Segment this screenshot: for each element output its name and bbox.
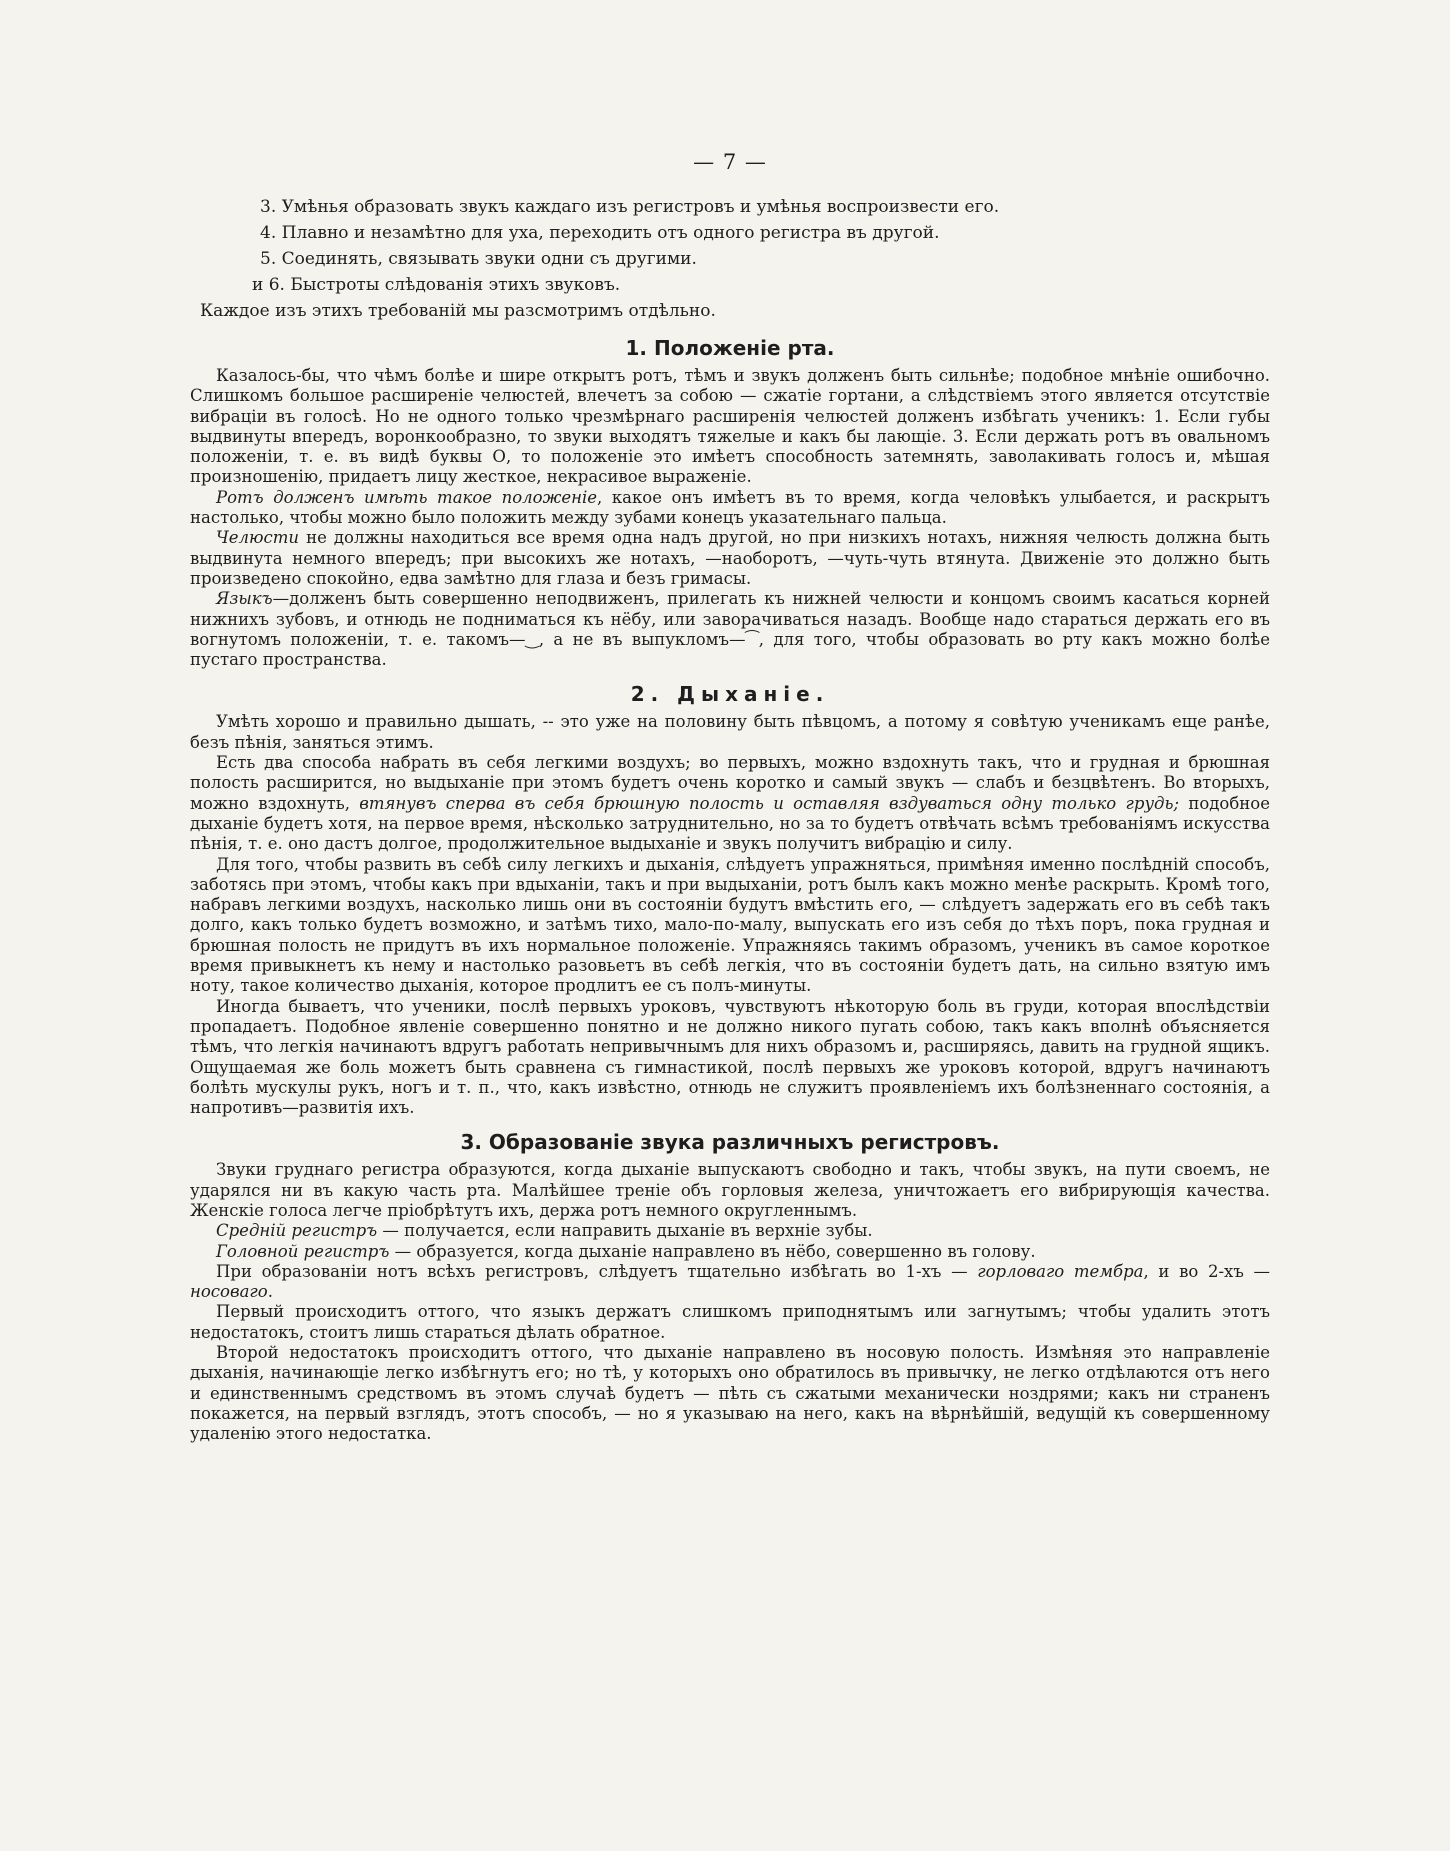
paragraph: Головной регистръ — образуется, когда дыханіе направлено въ нёбо, совершенно въ голову. <box>216 1241 1036 1261</box>
section-title: 3. Образованіе звука различныхъ регистровъ. <box>460 1130 1000 1155</box>
emphasis: втянувъ сперва въ себя брюшную полость и оставляя вздуваться одну только грудь; <box>359 793 1180 813</box>
list-item: 5. Соединять, связывать звуки одни съ другими. <box>260 249 697 269</box>
section-registers <box>190 1130 1270 1444</box>
emphasis: Языкъ <box>216 589 273 609</box>
list-item: и 6. Быстроты слѣдованія этихъ звуковъ. <box>252 275 621 295</box>
list-item: 3. Умѣнья образовать звукъ каждаго изъ регистровъ и умѣнья воспроизвести его. <box>260 197 1000 217</box>
emphasis: Головной регистръ <box>216 1241 390 1261</box>
emphasis: Челюсти <box>216 528 300 548</box>
section-title: 1. Положеніе рта. <box>625 336 835 360</box>
emphasis: горловаго тембра <box>977 1261 1144 1281</box>
paragraph: Первый происходитъ оттого, что языкъ держатъ слишкомъ приподнятымъ или загнутымъ; чтобы удалить этотъ недостатокъ, стоитъ лишь стараться дѣлать обратное. <box>190 1302 1270 1342</box>
intro-text: Каждое изъ этихъ требованій мы разсмотримъ отдѣльно. <box>200 301 716 321</box>
emphasis: носоваго <box>190 1282 268 1302</box>
paragraph: Есть два способа набрать въ себя легкими воздухъ; во первыхъ, можно вздохнуть такъ, что и грудная и брюшная полость расширится, но выдыханіе при этомъ будетъ очень коротко и самый звукъ — слабъ и безцвѣтенъ. Во вторыхъ, можно вздохнуть, втянувъ сперва въ себя брюшную полость и оставляя вздуваться одну только грудь; подобное дыханіе будетъ хотя, на первое время, нѣсколько затруднительно, но за то будетъ отвѣчать всѣмъ требованіямъ искусства пѣнія, т. е. оно дастъ долгое, продолжительное выдыханіе и звукъ получитъ вибрацію и силу. <box>190 753 1270 854</box>
emphasis: Средній регистръ <box>216 1221 378 1241</box>
paragraph: Средній регистръ — получается, если направить дыханіе въ верхніе зубы. <box>216 1221 873 1241</box>
paragraph: Иногда бываетъ, что ученики, послѣ первыхъ уроковъ, чувствуютъ нѣкоторую боль въ груди, которая впослѣдствіи пропадаетъ. Подобное явленіе совершенно понятно и не должно никого пугать собою, такъ какъ вполнѣ объясняется тѣмъ, что легкія начинаютъ вдругъ работать непривычнымъ для нихъ образомъ и, расширяясь, давить на грудной ящикъ. Ощущаемая же боль можетъ быть сравнена съ гимнастикой, послѣ первыхъ же уроковъ которой, вдругъ начинаютъ болѣть мускулы рукъ, ногъ и т. п., что, какъ извѣстно, отнюдь не служитъ проявленіемъ ихъ болѣзненнаго состоянія, а напротивъ—развитія ихъ. <box>190 996 1270 1118</box>
paragraph: Языкъ—долженъ быть совершенно неподвиженъ, прилегать къ нижней челюсти и концомъ своимъ касаться корней нижнихъ зубовъ, и отнюдь не подниматься къ нёбу, или заворачиваться назадъ. Вообще надо стараться держать его въ вогнутомъ положеніи, т. е. такомъ—‿, а не въ выпукломъ—⁀, для того, чтобы образовать во рту какъ можно болѣе пустаго пространства. <box>190 589 1270 670</box>
paragraph: Челюсти не должны находиться все время одна надъ другой, но при низкихъ нотахъ, нижняя челюсть должна быть выдвинута немного впередъ; при высокихъ же нотахъ, —наоборотъ, —чуть-чуть втянута. Движеніе это должно быть произведено спокойно, едва замѣтно для глаза и безъ гримасы. <box>190 528 1270 588</box>
paragraph: Казалось-бы, что чѣмъ болѣе и шире открытъ ротъ, тѣмъ и звукъ долженъ быть сильнѣе; подобное мнѣніе ошибочно. Слишкомъ большое расширеніе челюстей, влечетъ за собою — сжатіе гортани, а слѣдствіемъ этого является отсутствіе вибраціи въ голосѣ. Но не одного только чрезмѣрнаго расширенія челюстей долженъ избѣгать ученикъ: 1. Если губы выдвинуты впередъ, воронкообразно, то звуки выходятъ тяжелые и какъ бы лающіе. 3. Если держать ротъ въ овальномъ положеніи, т. е. въ видѣ буквы О, то положеніе это имѣетъ способность затемнять, заволакивать голосъ и, мѣшая произношенію, придаетъ лицу жесткое, некрасивое выраженіе. <box>190 366 1270 487</box>
requirements-list <box>252 194 1270 298</box>
paragraph: Для того, чтобы развить въ себѣ силу легкихъ и дыханія, слѣдуетъ упражняться, примѣняя именно послѣдній способъ, заботясь при этомъ, чтобы какъ при вдыханіи, такъ и при выдыханіи, ротъ былъ какъ можно менѣе раскрыть. Кромѣ того, набравъ легкими воздухъ, насколько лишь они въ состояніи будутъ вмѣстить его, — слѣдуетъ задержать его въ себѣ такъ долго, какъ только будетъ возможно, и затѣмъ тихо, мало-по-малу, выпускать его изъ себя до тѣхъ поръ, пока грудная и брюшная полость не придутъ въ ихъ нормальное положеніе. Упражняясь такимъ образомъ, ученикъ въ самое короткое время привыкнетъ къ нему и настолько разовьетъ въ себѣ легкія, что въ состояніи будетъ дать, на сильно взятую имъ ноту, такое количество дыханія, которое продлитъ ее съ полъ-минуты. <box>190 854 1270 996</box>
list-item: 4. Плавно и незамѣтно для уха, переходить отъ одного регистра въ другой. <box>260 223 940 243</box>
paragraph: При образованіи нотъ всѣхъ регистровъ, слѣдуетъ тщательно избѣгать во 1-хъ — горловаго тембра, и во 2-хъ — носоваго. <box>190 1261 1271 1302</box>
section-title: 2. Дыханіе. <box>630 682 830 707</box>
page-number: — 7 — <box>693 150 767 174</box>
emphasis: Ротъ долженъ имѣть такое положеніе <box>216 487 598 507</box>
paragraph: Звуки груднаго регистра образуются, когда дыханіе выпускаютъ свободно и такъ, чтобы звукъ, на пути своемъ, не ударялся ни въ какую часть рта. Малѣйшее треніе объ горловыя железа, уничтожаетъ его вибрирующія качества. Женскіе голоса легче пріобрѣтутъ ихъ, держа ротъ немного округленнымъ. <box>190 1160 1270 1220</box>
paragraph: Умѣть хорошо и правильно дышать, -- это уже на половину быть пѣвцомъ, а потому я совѣтую ученикамъ еще ранѣе, безъ пѣнія, заняться этимъ. <box>190 712 1270 752</box>
paragraph: Ротъ долженъ имѣть такое положеніе, какое онъ имѣетъ въ то время, когда человѣкъ улыбается, и раскрытъ настолько, чтобы можно было положить между зубами конецъ указательнаго пальца. <box>190 487 1270 528</box>
section-breathing <box>190 682 1270 1118</box>
section-mouth-position <box>190 336 1270 670</box>
paragraph: Второй недостатокъ происходитъ оттого, что дыханіе направлено въ носовую полость. Измѣняя это направленіе дыханія, начинающіе легко избѣгнутъ его; но тѣ, у которыхъ оно обратилось въ привычку, не легко отдѣлаются отъ него и единственнымъ средствомъ въ этомъ случаѣ будетъ — пѣть съ сжатыми механически ноздрями; какъ ни страненъ покажется, на первый взглядъ, этотъ способъ, — но я указываю на него, какъ на вѣрнѣйшій, ведущій къ совершенному удаленію этого недостатка. <box>190 1343 1270 1444</box>
